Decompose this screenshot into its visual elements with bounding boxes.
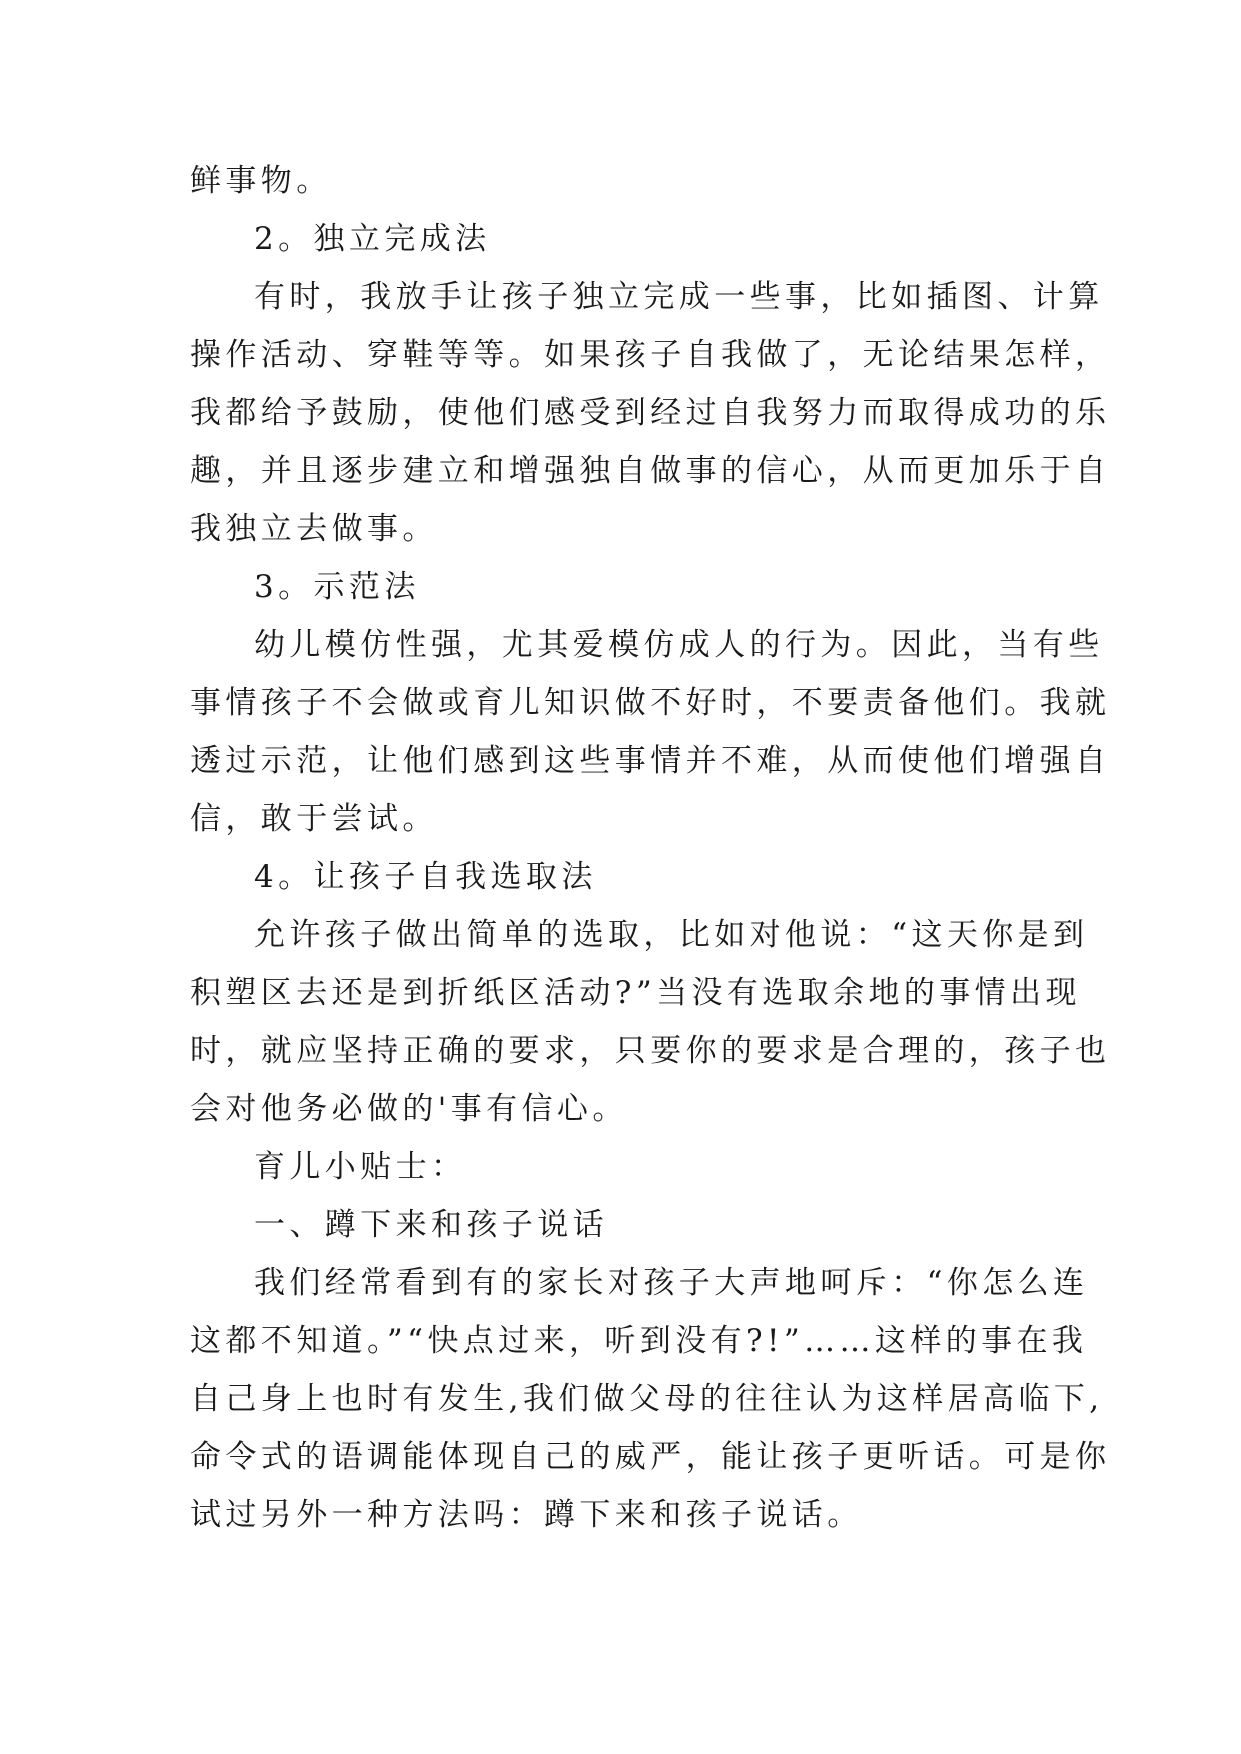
paragraph-line: 幼儿模仿性强，尤其爱模仿成人的行为。因此，当有些	[254, 627, 1104, 663]
section-heading-demonstration: 3。示范法	[254, 569, 420, 605]
paragraph-continuation: 鲜事物。	[190, 163, 332, 199]
paragraph-line: 透过示范，让他们感到这些事情并不难，从而使他们增强自	[190, 743, 1111, 779]
paragraph-line: 我独立去做事。	[190, 511, 438, 547]
paragraph-line: 我们经常看到有的家长对孩子大声地呵斥：“你怎么连	[254, 1265, 1089, 1301]
section-heading-independent-completion: 2。独立完成法	[254, 221, 491, 257]
paragraph-line: 事情孩子不会做或育儿知识做不好时，不要责备他们。我就	[190, 685, 1111, 721]
section-heading-self-selection: 4。让孩子自我选取法	[254, 859, 597, 895]
paragraph-line: 有时，我放手让孩子独立完成一些事，比如插图、计算	[254, 279, 1104, 315]
paragraph-line: 时，就应坚持正确的要求，只要你的要求是合理的，孩子也	[190, 1033, 1111, 1069]
paragraph-line: 信，敢于尝试。	[190, 801, 438, 837]
paragraph-line: 积塑区去还是到折纸区活动?”当没有选取余地的事情出现	[190, 975, 1081, 1011]
document-body	[190, 152, 1111, 1544]
paragraph-line: 操作活动、穿鞋等等。如果孩子自我做了，无论结果怎样，	[190, 337, 1111, 373]
paragraph-line: 自己身上也时有发生,我们做父母的往往认为这样居高临下,	[190, 1381, 1104, 1417]
paragraph-line: 允许孩子做出简单的选取，比如对他说：“这天你是到	[254, 917, 1089, 953]
paragraph-line: 趣，并且逐步建立和增强独自做事的信心，从而更加乐于自	[190, 453, 1111, 489]
paragraph-line: 试过另外一种方法吗：蹲下来和孩子说话。	[190, 1497, 863, 1533]
paragraph-line: 会对他务必做的'事有信心。	[190, 1091, 628, 1127]
tip-heading-squat-down: 一、蹲下来和孩子说话	[254, 1207, 608, 1243]
paragraph-line: 命令式的语调能体现自己的威严，能让孩子更听话。可是你	[190, 1439, 1111, 1475]
paragraph-line: 这都不知道。”“快点过来，听到没有?!”……这样的事在我	[190, 1323, 1088, 1359]
tips-heading: 育儿小贴士：	[254, 1149, 467, 1185]
paragraph-line: 我都给予鼓励，使他们感受到经过自我努力而取得成功的乐	[190, 395, 1111, 431]
